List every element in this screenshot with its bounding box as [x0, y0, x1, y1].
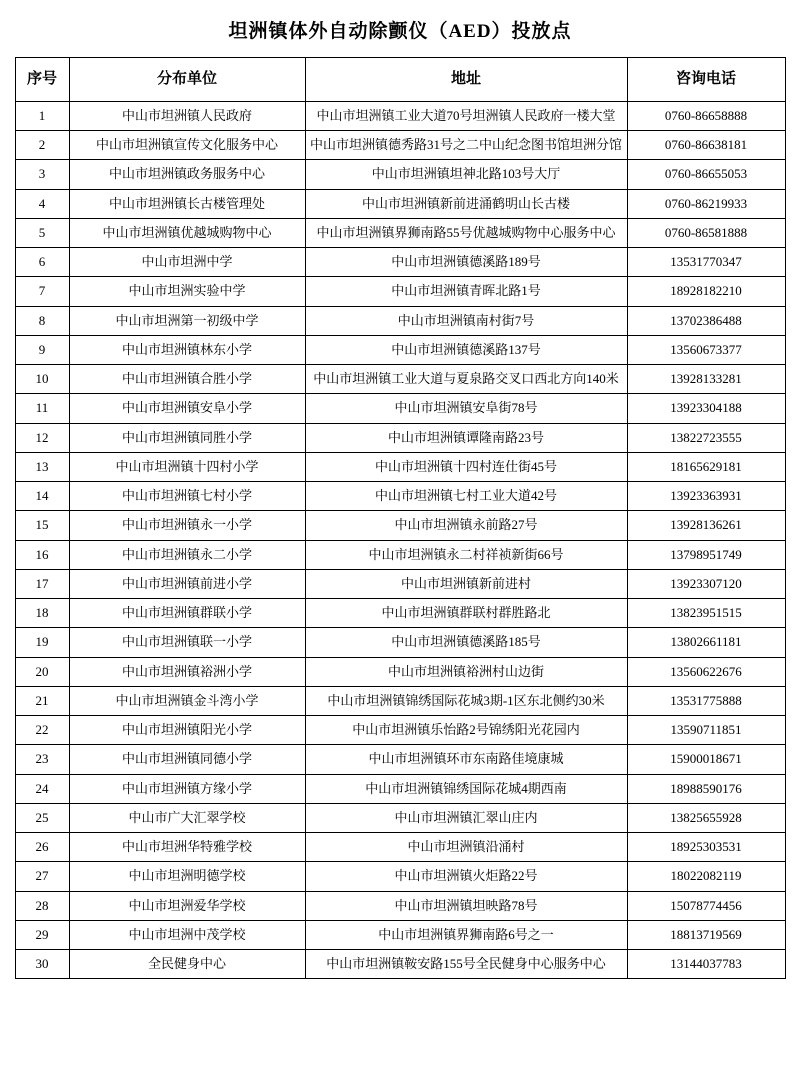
cell-address: 中山市坦洲镇锦绣国际花城3期-1区东北侧约30米: [305, 686, 627, 715]
cell-unit: 中山市坦洲镇阳光小学: [69, 716, 305, 745]
table-row: [15, 657, 785, 686]
cell-unit: 中山市坦洲镇林东小学: [69, 335, 305, 364]
table-row: [15, 482, 785, 511]
cell-index: 19: [15, 628, 69, 657]
cell-phone: 13531770347: [627, 248, 785, 277]
cell-address: 中山市坦洲镇七村工业大道42号: [305, 482, 627, 511]
cell-phone: 13144037783: [627, 950, 785, 979]
table-row: [15, 862, 785, 891]
table-row: [15, 423, 785, 452]
cell-phone: 18813719569: [627, 920, 785, 949]
cell-address: 中山市坦洲镇南村街7号: [305, 306, 627, 335]
cell-phone: 13560673377: [627, 335, 785, 364]
cell-address: 中山市坦洲镇界狮南路6号之一: [305, 920, 627, 949]
cell-unit: 中山市坦洲镇金斗湾小学: [69, 686, 305, 715]
cell-phone: 0760-86658888: [627, 101, 785, 130]
cell-address: 中山市坦洲镇工业大道70号坦洲镇人民政府一楼大堂: [305, 101, 627, 130]
cell-phone: 13823951515: [627, 599, 785, 628]
table-header: [15, 58, 785, 102]
table-row: [15, 277, 785, 306]
cell-address: 中山市坦洲镇鞍安路155号全民健身中心服务中心: [305, 950, 627, 979]
cell-phone: 18988590176: [627, 774, 785, 803]
cell-unit: 中山市坦洲实验中学: [69, 277, 305, 306]
cell-address: 中山市坦洲镇新前进村: [305, 569, 627, 598]
column-header-unit: 分布单位: [69, 58, 305, 102]
cell-unit: 中山市坦洲镇七村小学: [69, 482, 305, 511]
cell-unit: 中山市坦洲镇合胜小学: [69, 365, 305, 394]
cell-phone: 13590711851: [627, 716, 785, 745]
table-row: [15, 716, 785, 745]
cell-phone: 13822723555: [627, 423, 785, 452]
cell-index: 20: [15, 657, 69, 686]
cell-phone: 18928182210: [627, 277, 785, 306]
cell-phone: 13531775888: [627, 686, 785, 715]
cell-address: 中山市坦洲镇新前进涌鹤明山长古楼: [305, 189, 627, 218]
column-header-address: 地址: [305, 58, 627, 102]
cell-address: 中山市坦洲镇永前路27号: [305, 511, 627, 540]
table-row: [15, 891, 785, 920]
cell-unit: 中山市坦洲镇十四村小学: [69, 452, 305, 481]
column-header-phone: 咨询电话: [627, 58, 785, 102]
cell-unit: 中山市坦洲镇同德小学: [69, 745, 305, 774]
cell-index: 18: [15, 599, 69, 628]
cell-unit: 中山市坦洲镇裕洲小学: [69, 657, 305, 686]
table-row: [15, 218, 785, 247]
cell-phone: 13825655928: [627, 803, 785, 832]
cell-phone: 13702386488: [627, 306, 785, 335]
cell-unit: 中山市坦洲镇宣传文化服务中心: [69, 131, 305, 160]
table-row: [15, 189, 785, 218]
cell-phone: 15900018671: [627, 745, 785, 774]
cell-index: 15: [15, 511, 69, 540]
cell-address: 中山市坦洲镇坦神北路103号大厅: [305, 160, 627, 189]
cell-phone: 18165629181: [627, 452, 785, 481]
cell-address: 中山市坦洲镇工业大道与夏泉路交叉口西北方向140米: [305, 365, 627, 394]
cell-index: 4: [15, 189, 69, 218]
cell-unit: 中山市广大汇翠学校: [69, 803, 305, 832]
table-row: [15, 511, 785, 540]
table-row: [15, 365, 785, 394]
table-body: [15, 101, 785, 979]
cell-address: 中山市坦洲镇汇翠山庄内: [305, 803, 627, 832]
cell-index: 12: [15, 423, 69, 452]
table-header-row: [15, 58, 785, 102]
cell-unit: 中山市坦洲镇同胜小学: [69, 423, 305, 452]
cell-unit: 中山市坦洲镇前进小学: [69, 569, 305, 598]
table-row: [15, 686, 785, 715]
cell-address: 中山市坦洲镇十四村连仕街45号: [305, 452, 627, 481]
cell-address: 中山市坦洲镇永二村祥祯新街66号: [305, 540, 627, 569]
cell-phone: 0760-86638181: [627, 131, 785, 160]
cell-address: 中山市坦洲镇沿涌村: [305, 833, 627, 862]
cell-phone: 18925303531: [627, 833, 785, 862]
cell-index: 17: [15, 569, 69, 598]
cell-address: 中山市坦洲镇德溪路185号: [305, 628, 627, 657]
cell-index: 24: [15, 774, 69, 803]
cell-unit: 中山市坦洲镇群联小学: [69, 599, 305, 628]
cell-index: 25: [15, 803, 69, 832]
cell-unit: 中山市坦洲镇永二小学: [69, 540, 305, 569]
cell-phone: 13923304188: [627, 394, 785, 423]
cell-index: 22: [15, 716, 69, 745]
cell-unit: 中山市坦洲镇永一小学: [69, 511, 305, 540]
table-row: [15, 774, 785, 803]
cell-phone: 0760-86219933: [627, 189, 785, 218]
cell-index: 14: [15, 482, 69, 511]
table-row: [15, 950, 785, 979]
cell-unit: 中山市坦洲明德学校: [69, 862, 305, 891]
cell-index: 23: [15, 745, 69, 774]
cell-unit: 中山市坦洲中学: [69, 248, 305, 277]
cell-unit: 中山市坦洲爱华学校: [69, 891, 305, 920]
cell-address: 中山市坦洲镇德溪路137号: [305, 335, 627, 364]
cell-address: 中山市坦洲镇德溪路189号: [305, 248, 627, 277]
table-row: [15, 920, 785, 949]
cell-unit: 中山市坦洲镇方缘小学: [69, 774, 305, 803]
cell-index: 6: [15, 248, 69, 277]
table-row: [15, 452, 785, 481]
table-row: [15, 306, 785, 335]
aed-locations-table: [15, 57, 786, 979]
cell-index: 11: [15, 394, 69, 423]
table-row: [15, 833, 785, 862]
cell-index: 28: [15, 891, 69, 920]
cell-phone: 0760-86655053: [627, 160, 785, 189]
cell-phone: 13923307120: [627, 569, 785, 598]
table-row: [15, 540, 785, 569]
table-row: [15, 569, 785, 598]
table-row: [15, 101, 785, 130]
cell-phone: 13798951749: [627, 540, 785, 569]
cell-unit: 中山市坦洲镇联一小学: [69, 628, 305, 657]
cell-address: 中山市坦洲镇德秀路31号之二中山纪念图书馆坦洲分馆: [305, 131, 627, 160]
cell-index: 16: [15, 540, 69, 569]
cell-unit: 中山市坦洲镇政务服务中心: [69, 160, 305, 189]
cell-unit: 中山市坦洲镇优越城购物中心: [69, 218, 305, 247]
table-row: [15, 248, 785, 277]
cell-unit: 中山市坦洲镇安阜小学: [69, 394, 305, 423]
table-row: [15, 803, 785, 832]
cell-phone: 13802661181: [627, 628, 785, 657]
cell-index: 2: [15, 131, 69, 160]
cell-address: 中山市坦洲镇裕洲村山边街: [305, 657, 627, 686]
cell-phone: 15078774456: [627, 891, 785, 920]
cell-address: 中山市坦洲镇锦绣国际花城4期西南: [305, 774, 627, 803]
cell-index: 21: [15, 686, 69, 715]
cell-phone: 18022082119: [627, 862, 785, 891]
table-row: [15, 160, 785, 189]
table-row: [15, 628, 785, 657]
cell-address: 中山市坦洲镇安阜街78号: [305, 394, 627, 423]
cell-unit: 中山市坦洲中茂学校: [69, 920, 305, 949]
cell-index: 7: [15, 277, 69, 306]
column-header-index: 序号: [15, 58, 69, 102]
table-row: [15, 599, 785, 628]
cell-unit: 全民健身中心: [69, 950, 305, 979]
cell-index: 13: [15, 452, 69, 481]
cell-address: 中山市坦洲镇乐怡路2号锦绣阳光花园内: [305, 716, 627, 745]
cell-address: 中山市坦洲镇青晖北路1号: [305, 277, 627, 306]
cell-unit: 中山市坦洲华特雅学校: [69, 833, 305, 862]
table-row: [15, 131, 785, 160]
cell-address: 中山市坦洲镇坦映路78号: [305, 891, 627, 920]
cell-index: 30: [15, 950, 69, 979]
cell-address: 中山市坦洲镇界狮南路55号优越城购物中心服务中心: [305, 218, 627, 247]
table-row: [15, 745, 785, 774]
cell-unit: 中山市坦洲第一初级中学: [69, 306, 305, 335]
table-row: [15, 394, 785, 423]
cell-index: 29: [15, 920, 69, 949]
cell-phone: 13923363931: [627, 482, 785, 511]
cell-index: 8: [15, 306, 69, 335]
cell-phone: 13928133281: [627, 365, 785, 394]
cell-phone: 0760-86581888: [627, 218, 785, 247]
cell-phone: 13560622676: [627, 657, 785, 686]
cell-index: 3: [15, 160, 69, 189]
cell-address: 中山市坦洲镇环市东南路佳境康城: [305, 745, 627, 774]
cell-address: 中山市坦洲镇谭隆南路23号: [305, 423, 627, 452]
cell-index: 26: [15, 833, 69, 862]
page-title: 坦洲镇体外自动除颤仪（AED）投放点: [228, 21, 572, 42]
cell-address: 中山市坦洲镇火炬路22号: [305, 862, 627, 891]
cell-address: 中山市坦洲镇群联村群胜路北: [305, 599, 627, 628]
cell-index: 27: [15, 862, 69, 891]
cell-index: 9: [15, 335, 69, 364]
cell-phone: 13928136261: [627, 511, 785, 540]
cell-index: 10: [15, 365, 69, 394]
table-row: [15, 335, 785, 364]
cell-index: 5: [15, 218, 69, 247]
cell-index: 1: [15, 101, 69, 130]
cell-unit: 中山市坦洲镇长古楼管理处: [69, 189, 305, 218]
cell-unit: 中山市坦洲镇人民政府: [69, 101, 305, 130]
